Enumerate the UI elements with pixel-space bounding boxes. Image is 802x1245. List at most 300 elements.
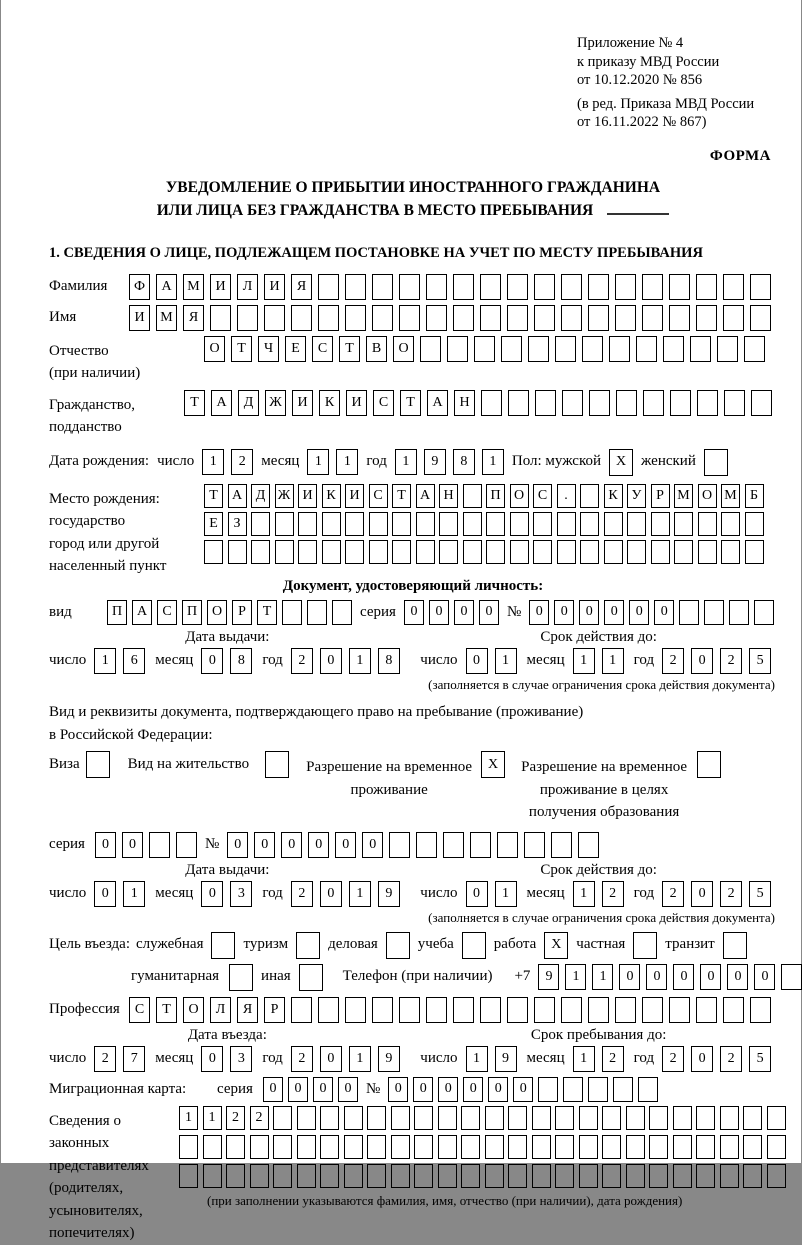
form-cell <box>602 1135 621 1159</box>
form-cell <box>528 336 549 362</box>
form-cell: 1 <box>573 648 595 674</box>
form-cell <box>704 449 728 476</box>
form-cell <box>391 1164 410 1188</box>
form-cell: 2 <box>291 881 313 907</box>
form-cell: 1 <box>349 648 371 674</box>
form-cell <box>273 1106 292 1130</box>
form-cell <box>563 1077 583 1102</box>
visa-checkbox <box>86 751 110 778</box>
firstname-cells <box>129 305 771 331</box>
form-cell <box>745 512 764 536</box>
form-cell: 0 <box>691 648 713 674</box>
migration-card-row <box>49 1077 777 1102</box>
form-cell: 0 <box>263 1077 283 1102</box>
form-cell: 0 <box>94 881 116 907</box>
form-cell <box>557 512 576 536</box>
form-cell <box>480 997 501 1023</box>
doc-number-label: № <box>506 603 522 620</box>
form-cell <box>588 274 609 300</box>
form-cell: 7 <box>123 1046 145 1072</box>
birthdate-month-cells <box>307 449 358 475</box>
form-cell: 1 <box>592 964 613 990</box>
form-cell <box>534 305 555 331</box>
form-cell: С <box>157 600 177 625</box>
form-cell: В <box>366 336 387 362</box>
form-cell <box>497 832 518 858</box>
form-cell: А <box>427 390 448 416</box>
form-cell: Н <box>454 390 475 416</box>
form-cell <box>754 600 774 625</box>
form-cell <box>532 1164 551 1188</box>
patronymic-row <box>49 336 777 385</box>
doc-series-label: серия <box>360 603 396 620</box>
form-cell: И <box>298 484 317 508</box>
form-cell <box>344 1135 363 1159</box>
issue-year-cells <box>291 648 400 674</box>
form-cell: Ф <box>129 274 150 300</box>
form-cell: М <box>674 484 693 508</box>
form-cell <box>226 1164 245 1188</box>
form-cell: Н <box>439 484 458 508</box>
form-cell <box>265 751 289 778</box>
form-cell <box>447 336 468 362</box>
form-cell: О <box>183 997 204 1023</box>
form-cell <box>251 512 270 536</box>
sex-female-checkbox <box>704 449 728 476</box>
form-cell: 0 <box>529 600 549 625</box>
form-cell <box>720 1135 739 1159</box>
form-cell: 0 <box>320 1046 342 1072</box>
form-cell <box>474 336 495 362</box>
form-cell: Т <box>392 484 411 508</box>
form-cell <box>318 997 339 1023</box>
form-cell: 1 <box>466 1046 488 1072</box>
purpose-label: Цель въезда: <box>49 935 130 952</box>
day-label: число <box>49 651 87 668</box>
form-cell: 0 <box>466 881 488 907</box>
form-cell <box>320 1164 339 1188</box>
form-cell <box>510 540 529 564</box>
birthplace-row3-cells <box>204 540 764 564</box>
form-cell <box>369 540 388 564</box>
form-cell: X <box>481 751 505 778</box>
form-cell <box>291 305 312 331</box>
option-temporary-residence-education: Разрешение на временное проживание в целях получения образования <box>519 751 721 824</box>
issue-month-cells <box>201 881 252 907</box>
form-cell <box>391 1135 410 1159</box>
form-cell: М <box>183 274 204 300</box>
form-cell: 0 <box>404 600 424 625</box>
annex-line: от 10.12.2020 № 856 <box>577 72 703 89</box>
form-cell <box>463 540 482 564</box>
form-cell <box>307 600 327 625</box>
form-cell <box>228 540 247 564</box>
form-cell <box>420 336 441 362</box>
form-cell: 0 <box>320 648 342 674</box>
form-cell: 0 <box>754 964 775 990</box>
form-cell: 8 <box>230 648 252 674</box>
form-cell <box>414 1135 433 1159</box>
annex-line: Приложение № 4 <box>577 35 684 51</box>
form-cell: П <box>182 600 202 625</box>
issue-date-heading: Дата выдачи: <box>185 628 270 645</box>
form-cell <box>602 1164 621 1188</box>
form-cell <box>372 305 393 331</box>
sex-male-checkbox <box>609 449 633 476</box>
patronymic-label: Отчество (при наличии) <box>49 342 141 382</box>
day-label: число <box>157 452 195 469</box>
form-cell <box>179 1164 198 1188</box>
entry-year-cells <box>291 1046 400 1072</box>
form-cell <box>751 390 772 416</box>
form-cell: Я <box>237 997 258 1023</box>
purpose-row1: Цель въезда: служебная туризм деловая учеба работа X частная транзит <box>49 932 777 959</box>
form-title-line1: УВЕДОМЛЕНИЕ О ПРИБЫТИИ ИНОСТРАННОГО ГРАЖДАНИНА <box>165 178 661 196</box>
revision-line: (в ред. Приказа МВД России <box>577 95 755 112</box>
form-cell <box>508 1135 527 1159</box>
form-cell: 0 <box>513 1077 533 1102</box>
stay-until-group: Срок пребывания до: число 1 9 месяц 1 2 год 2 0 2 5 <box>420 1027 777 1072</box>
form-cell: 3 <box>230 881 252 907</box>
form-cell <box>533 512 552 536</box>
form-cell <box>744 336 765 362</box>
form-cell: С <box>129 997 150 1023</box>
form-cell: 0 <box>362 832 383 858</box>
citizenship-cells <box>184 390 772 416</box>
form-cell <box>414 1164 433 1188</box>
form-cell: 2 <box>662 648 684 674</box>
form-cell: 0 <box>308 832 329 858</box>
profession-label: Профессия <box>49 1000 120 1017</box>
citizenship-row <box>49 390 777 439</box>
form-cell: 1 <box>482 449 504 475</box>
form-cell: 1 <box>495 881 517 907</box>
form-cell <box>273 1135 292 1159</box>
form-cell <box>674 540 693 564</box>
form-cell <box>642 274 663 300</box>
issue-date-group: Дата выдачи: число 0 1 месяц 0 3 год 2 0 1 9 <box>49 862 406 926</box>
form-cell: М <box>156 305 177 331</box>
form-cell <box>717 336 738 362</box>
form-cell: 9 <box>424 449 446 475</box>
form-cell <box>345 540 364 564</box>
form-cell <box>399 305 420 331</box>
form-cell <box>533 540 552 564</box>
form-cell: 1 <box>573 1046 595 1072</box>
form-cell: 2 <box>231 449 253 475</box>
form-cell <box>86 751 110 778</box>
form-cell: 0 <box>288 1077 308 1102</box>
form-cell <box>555 1106 574 1130</box>
form-cell <box>704 600 724 625</box>
representatives-row1-cells <box>179 1106 786 1130</box>
form-cell: 2 <box>291 648 313 674</box>
form-cell: 2 <box>720 881 742 907</box>
form-cell <box>298 512 317 536</box>
form-cell <box>372 274 393 300</box>
form-cell <box>372 997 393 1023</box>
form-cell: Е <box>204 512 223 536</box>
form-cell: 0 <box>619 964 640 990</box>
form-cell <box>579 1106 598 1130</box>
form-cell: X <box>609 449 633 476</box>
form-cell: 1 <box>202 449 224 475</box>
form-cell: 0 <box>691 881 713 907</box>
form-cell <box>698 540 717 564</box>
form-cell <box>750 997 771 1023</box>
form-cell <box>663 336 684 362</box>
profession-row <box>49 997 777 1023</box>
annex-line: к приказу МВД России <box>577 53 720 70</box>
birthdate-row <box>49 449 777 476</box>
form-cell <box>367 1164 386 1188</box>
form-cell <box>579 1135 598 1159</box>
form-cell <box>580 540 599 564</box>
purpose-official-checkbox <box>211 932 235 959</box>
form-cell <box>604 512 623 536</box>
form-cell <box>767 1106 786 1130</box>
form-cell: П <box>486 484 505 508</box>
form-cell <box>767 1135 786 1159</box>
form-cell <box>179 1135 198 1159</box>
form-cell <box>723 997 744 1023</box>
form-cell: 2 <box>94 1046 116 1072</box>
form-cell <box>698 512 717 536</box>
month-label: месяц <box>526 651 565 668</box>
form-cell <box>501 336 522 362</box>
phone-prefix: +7 <box>514 967 531 984</box>
form-cell: А <box>132 600 152 625</box>
form-cell <box>416 832 437 858</box>
purpose-humanitarian-checkbox <box>229 964 253 991</box>
form-cell <box>463 484 482 508</box>
stay-month-cells <box>573 1046 624 1072</box>
form-cell <box>696 274 717 300</box>
form-cell <box>399 274 420 300</box>
year-label: год <box>262 651 283 668</box>
form-cell: 0 <box>95 832 116 858</box>
form-cell <box>508 1106 527 1130</box>
purpose-transit-checkbox <box>723 932 747 959</box>
form-cell: 0 <box>413 1077 433 1102</box>
form-cell <box>367 1135 386 1159</box>
form-cell <box>318 305 339 331</box>
form-cell <box>580 512 599 536</box>
temporary-residence-education-checkbox <box>697 751 721 778</box>
purpose-study-checkbox <box>462 932 486 959</box>
form-cell: Р <box>264 997 285 1023</box>
purpose-tourism-checkbox <box>296 932 320 959</box>
form-cell: 1 <box>602 648 624 674</box>
form-cell: Т <box>156 997 177 1023</box>
form-cell: Е <box>285 336 306 362</box>
form-cell <box>298 540 317 564</box>
form-cell <box>344 1164 363 1188</box>
form-cell: 0 <box>335 832 356 858</box>
form-cell <box>743 1106 762 1130</box>
form-cell <box>237 305 258 331</box>
form-cell: 0 <box>201 648 223 674</box>
form-cell: 1 <box>307 449 329 475</box>
form-cell <box>674 512 693 536</box>
stay-year-cells <box>662 1046 771 1072</box>
form-cell: 1 <box>395 449 417 475</box>
form-cell <box>636 336 657 362</box>
form-cell <box>345 997 366 1023</box>
form-cell: Л <box>237 274 258 300</box>
form-cell <box>588 1077 608 1102</box>
form-cell: 6 <box>123 648 145 674</box>
form-cell: 1 <box>573 881 595 907</box>
form-cell <box>649 1135 668 1159</box>
form-cell <box>723 932 747 959</box>
form-cell <box>416 540 435 564</box>
form-cell <box>633 932 657 959</box>
form-cell <box>438 1106 457 1130</box>
form-cell: 1 <box>565 964 586 990</box>
form-cell: С <box>373 390 394 416</box>
form-cell: И <box>264 274 285 300</box>
identity-doc-dates <box>49 629 777 693</box>
form-cell: О <box>393 336 414 362</box>
form-cell <box>670 390 691 416</box>
form-cell <box>729 600 749 625</box>
form-cell <box>510 512 529 536</box>
birthdate-day-cells <box>202 449 253 475</box>
form-cell: Ж <box>265 390 286 416</box>
form-cell <box>551 832 572 858</box>
option-residence-permit: Вид на жительство <box>128 751 289 778</box>
form-cell <box>555 1164 574 1188</box>
birthdate-label: Дата рождения: <box>49 452 150 469</box>
form-cell <box>555 336 576 362</box>
form-cell: 2 <box>602 881 624 907</box>
form-cell <box>461 1106 480 1130</box>
entry-stay-dates <box>49 1027 777 1072</box>
form-cell: 1 <box>179 1106 198 1130</box>
form-cell <box>642 997 663 1023</box>
form-cell <box>389 832 410 858</box>
form-cell <box>149 832 170 858</box>
form-cell <box>318 274 339 300</box>
form-cell: О <box>510 484 529 508</box>
form-cell <box>176 832 197 858</box>
form-cell <box>609 336 630 362</box>
form-cell: 0 <box>646 964 667 990</box>
entry-month-cells <box>201 1046 252 1072</box>
year-label: год <box>633 651 655 668</box>
form-cell <box>461 1135 480 1159</box>
form-cell: 0 <box>700 964 721 990</box>
form-cell <box>485 1164 504 1188</box>
form-cell <box>438 1164 457 1188</box>
form-cell: Д <box>251 484 270 508</box>
sex-female-label: женский <box>641 452 696 469</box>
option-visa: Виза <box>49 751 110 778</box>
form-cell: 1 <box>495 648 517 674</box>
form-cell <box>615 274 636 300</box>
form-cell <box>580 484 599 508</box>
firstname-row <box>49 305 777 331</box>
migration-number-cells <box>388 1077 658 1102</box>
form-cell: 5 <box>749 1046 771 1072</box>
form-cell <box>626 1106 645 1130</box>
validity-note: (заполняется в случае ограничения срока действия документа) <box>428 676 775 692</box>
residence-doc-dates <box>49 862 777 926</box>
form-cell: 0 <box>488 1077 508 1102</box>
form-cell <box>723 305 744 331</box>
form-cell: 5 <box>749 648 771 674</box>
form-cell: 0 <box>201 1046 223 1072</box>
form-cell: 2 <box>602 1046 624 1072</box>
form-cell: 1 <box>94 648 116 674</box>
form-cell <box>696 1135 715 1159</box>
surname-row <box>49 274 777 300</box>
valid-day-cells <box>466 881 517 907</box>
year-label: год <box>366 452 387 469</box>
form-cell: С <box>312 336 333 362</box>
form-cell <box>534 997 555 1023</box>
form-cell <box>392 540 411 564</box>
purpose-business-checkbox <box>386 932 410 959</box>
form-cell <box>538 1077 558 1102</box>
arrival-notification-form <box>1 0 801 1242</box>
form-cell <box>453 305 474 331</box>
phone-label: Телефон (при наличии) <box>342 967 493 984</box>
entry-day-cells <box>94 1046 145 1072</box>
birthplace-row2-cells <box>204 512 764 536</box>
form-cell <box>626 1135 645 1159</box>
form-cell: Т <box>204 484 223 508</box>
form-cell <box>273 1164 292 1188</box>
form-cell <box>204 540 223 564</box>
form-cell: Я <box>291 274 312 300</box>
form-cell: А <box>156 274 177 300</box>
representatives-block <box>49 1106 777 1245</box>
identity-doc-row <box>49 600 777 625</box>
form-cell: И <box>210 274 231 300</box>
form-cell <box>582 336 603 362</box>
form-cell: 9 <box>538 964 559 990</box>
validity-note: (заполняется в случае ограничения срока действия документа) <box>428 909 775 925</box>
form-cell <box>462 932 486 959</box>
sex-male-label: Пол: мужской <box>511 452 602 469</box>
residence-series-cells <box>95 832 197 858</box>
month-label: месяц <box>155 651 194 668</box>
form-cell <box>203 1164 222 1188</box>
form-cell: И <box>292 390 313 416</box>
migration-card-label: Миграционная карта: <box>49 1080 187 1097</box>
entry-date-group: Дата въезда: число 2 7 месяц 0 3 год 2 0 1 9 <box>49 1027 406 1072</box>
form-cell: Ч <box>258 336 279 362</box>
form-cell <box>615 305 636 331</box>
month-label: месяц <box>261 452 300 469</box>
form-cell <box>485 1135 504 1159</box>
form-cell <box>696 305 717 331</box>
form-cell <box>669 305 690 331</box>
form-cell <box>226 1135 245 1159</box>
form-cell: О <box>204 336 225 362</box>
form-title <box>49 177 777 223</box>
form-cell <box>297 1106 316 1130</box>
form-cell: 0 <box>227 832 248 858</box>
representatives-row2-cells <box>179 1135 786 1159</box>
form-cell: 1 <box>203 1106 222 1130</box>
form-cell <box>275 512 294 536</box>
form-cell: К <box>319 390 340 416</box>
issue-date-group <box>49 629 406 693</box>
form-cell <box>320 1106 339 1130</box>
